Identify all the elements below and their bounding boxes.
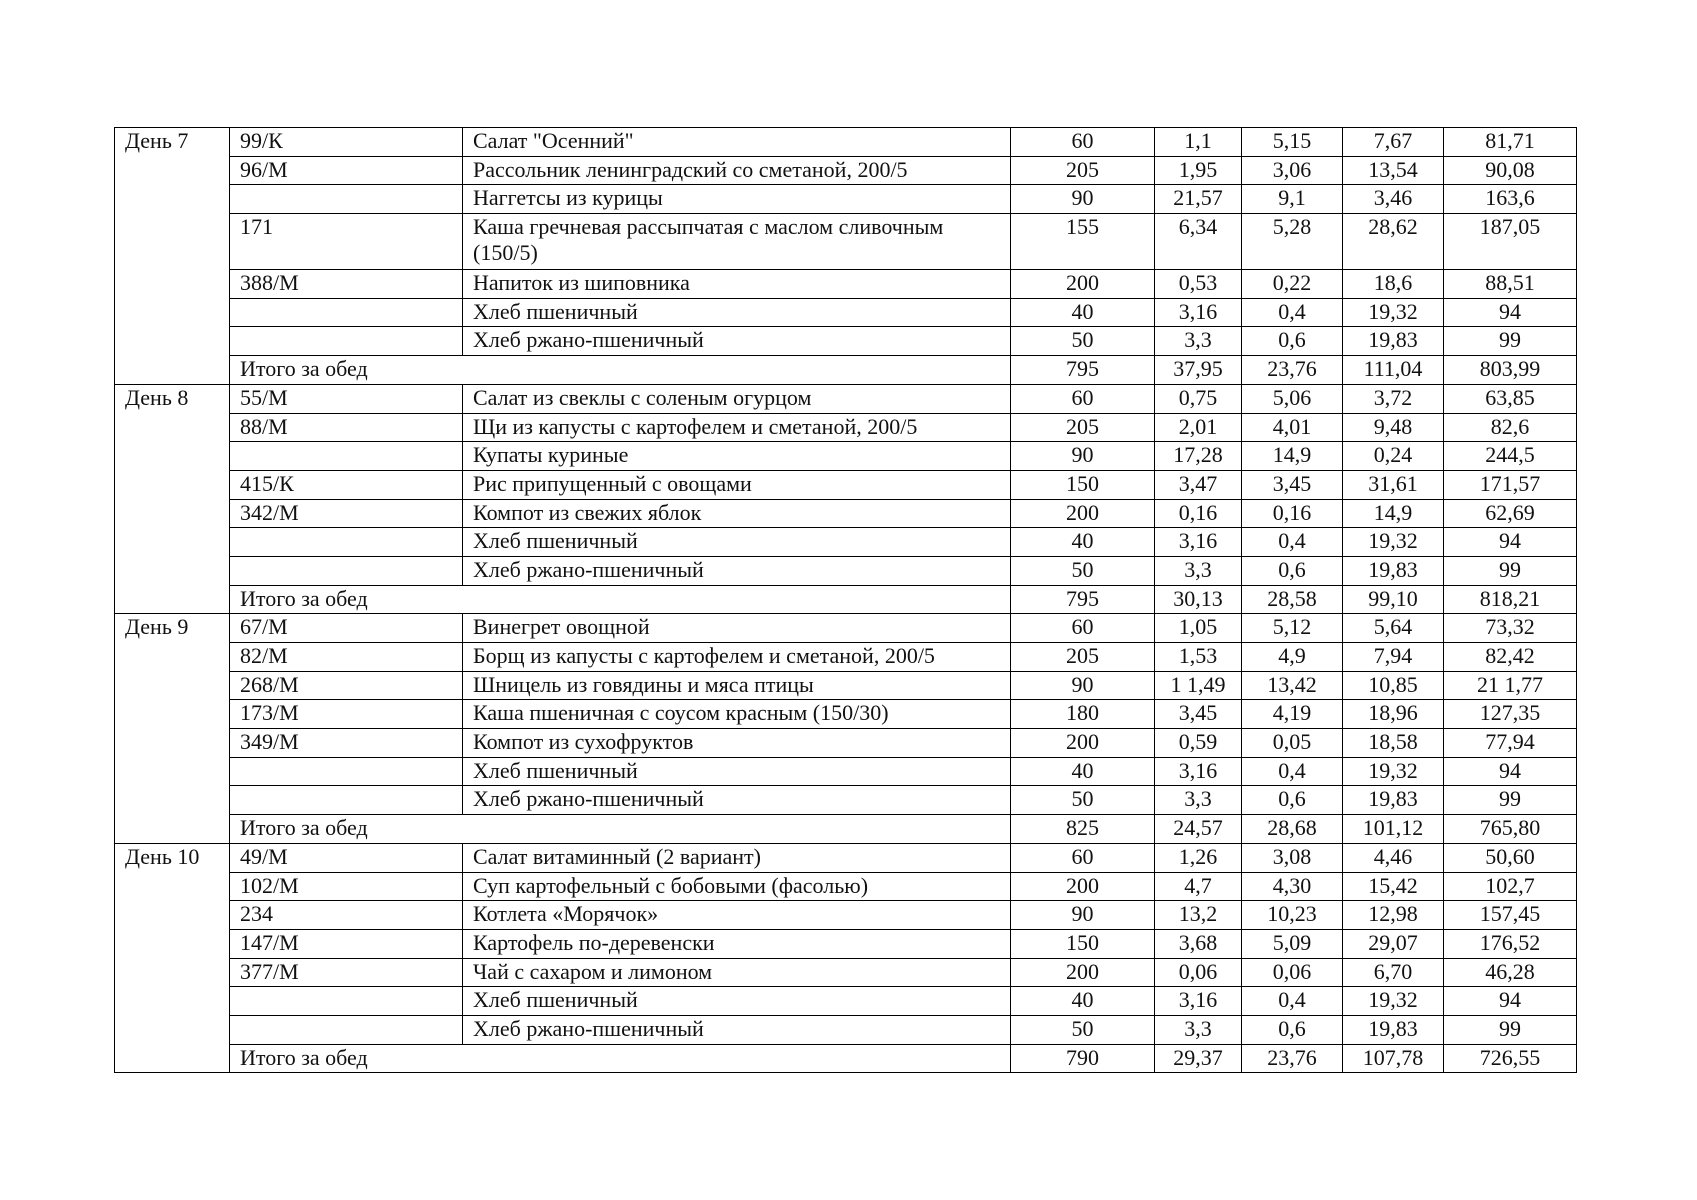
fat-cell: 4,9 — [1242, 643, 1343, 672]
fat-cell: 5,09 — [1242, 929, 1343, 958]
dish-name-cell: Салат из свеклы с соленым огурцом — [463, 384, 1011, 413]
energy-cell: 99 — [1444, 1015, 1577, 1044]
fat-cell: 0,16 — [1242, 499, 1343, 528]
dish-name-cell: Хлеб ржано-пшеничный — [463, 327, 1011, 356]
day-label: День 8 — [115, 384, 230, 614]
protein-cell: 1,05 — [1155, 614, 1242, 643]
weight-cell: 50 — [1011, 1015, 1155, 1044]
fat-cell: 14,9 — [1242, 442, 1343, 471]
energy-cell: 127,35 — [1444, 700, 1577, 729]
energy-cell: 88,51 — [1444, 270, 1577, 299]
energy-cell: 94 — [1444, 987, 1577, 1016]
dish-name-cell: Рис припущенный с овощами — [463, 470, 1011, 499]
fat-cell: 0,06 — [1242, 958, 1343, 987]
energy-cell: 176,52 — [1444, 929, 1577, 958]
fat-cell: 5,12 — [1242, 614, 1343, 643]
weight-cell: 205 — [1011, 156, 1155, 185]
dish-name-cell: Чай с сахаром и лимоном — [463, 958, 1011, 987]
fat-cell: 0,4 — [1242, 528, 1343, 557]
fat-cell: 10,23 — [1242, 901, 1343, 930]
energy-cell: 99 — [1444, 556, 1577, 585]
protein-cell: 4,7 — [1155, 872, 1242, 901]
weight-cell: 50 — [1011, 327, 1155, 356]
table-row — [115, 270, 1577, 299]
energy-cell: 94 — [1444, 298, 1577, 327]
total-fat-cell: 23,76 — [1242, 356, 1343, 385]
dish-name-cell: Салат "Осенний" — [463, 128, 1011, 157]
energy-cell: 46,28 — [1444, 958, 1577, 987]
protein-cell: 3,47 — [1155, 470, 1242, 499]
protein-cell: 0,53 — [1155, 270, 1242, 299]
energy-cell: 187,05 — [1444, 214, 1577, 270]
fat-cell: 4,19 — [1242, 700, 1343, 729]
protein-cell: 6,34 — [1155, 214, 1242, 270]
table-row — [115, 757, 1577, 786]
dish-name-cell: Компот из свежих яблок — [463, 499, 1011, 528]
document-page — [114, 127, 1576, 1073]
carbs-cell: 3,72 — [1343, 384, 1444, 413]
fat-cell: 0,6 — [1242, 786, 1343, 815]
carbs-cell: 28,62 — [1343, 214, 1444, 270]
carbs-cell: 7,94 — [1343, 643, 1444, 672]
recipe-number-cell — [230, 298, 463, 327]
total-row — [115, 356, 1577, 385]
energy-cell: 73,32 — [1444, 614, 1577, 643]
fat-cell: 0,6 — [1242, 1015, 1343, 1044]
energy-cell: 90,08 — [1444, 156, 1577, 185]
carbs-cell: 18,96 — [1343, 700, 1444, 729]
total-energy-cell: 726,55 — [1444, 1044, 1577, 1073]
recipe-number-cell: 234 — [230, 901, 463, 930]
carbs-cell: 19,83 — [1343, 786, 1444, 815]
protein-cell: 3,3 — [1155, 556, 1242, 585]
dish-name-cell: Салат витаминный (2 вариант) — [463, 843, 1011, 872]
total-protein-cell: 29,37 — [1155, 1044, 1242, 1073]
protein-cell: 3,68 — [1155, 929, 1242, 958]
carbs-cell: 19,83 — [1343, 556, 1444, 585]
weight-cell: 60 — [1011, 384, 1155, 413]
recipe-number-cell: 96/М — [230, 156, 463, 185]
dish-name-cell: Рассольник ленинградский со сметаной, 200/5 — [463, 156, 1011, 185]
carbs-cell: 19,32 — [1343, 298, 1444, 327]
weight-cell: 200 — [1011, 872, 1155, 901]
total-protein-cell: 37,95 — [1155, 356, 1242, 385]
carbs-cell: 10,85 — [1343, 671, 1444, 700]
recipe-number-cell: 102/М — [230, 872, 463, 901]
energy-cell: 171,57 — [1444, 470, 1577, 499]
recipe-number-cell: 342/М — [230, 499, 463, 528]
weight-cell: 200 — [1011, 270, 1155, 299]
weight-cell: 60 — [1011, 843, 1155, 872]
dish-name-cell: Хлеб ржано-пшеничный — [463, 556, 1011, 585]
day-label: День 7 — [115, 128, 230, 385]
recipe-number-cell: 55/М — [230, 384, 463, 413]
protein-cell: 3,3 — [1155, 327, 1242, 356]
fat-cell: 5,06 — [1242, 384, 1343, 413]
dish-name-cell: Винегрет овощной — [463, 614, 1011, 643]
weight-cell: 40 — [1011, 528, 1155, 557]
dish-name-cell: Суп картофельный с бобовыми (фасолью) — [463, 872, 1011, 901]
recipe-number-cell: 377/М — [230, 958, 463, 987]
weight-cell: 40 — [1011, 987, 1155, 1016]
carbs-cell: 12,98 — [1343, 901, 1444, 930]
protein-cell: 1,53 — [1155, 643, 1242, 672]
carbs-cell: 19,83 — [1343, 327, 1444, 356]
recipe-number-cell: 349/М — [230, 729, 463, 758]
energy-cell: 99 — [1444, 786, 1577, 815]
fat-cell: 5,15 — [1242, 128, 1343, 157]
dish-name-cell: Компот из сухофруктов — [463, 729, 1011, 758]
fat-cell: 4,01 — [1242, 413, 1343, 442]
carbs-cell: 31,61 — [1343, 470, 1444, 499]
total-fat-cell: 28,68 — [1242, 815, 1343, 844]
protein-cell: 1,26 — [1155, 843, 1242, 872]
table-row — [115, 1015, 1577, 1044]
fat-cell: 0,05 — [1242, 729, 1343, 758]
carbs-cell: 19,83 — [1343, 1015, 1444, 1044]
table-row — [115, 700, 1577, 729]
recipe-number-cell — [230, 786, 463, 815]
table-row — [115, 528, 1577, 557]
table-row — [115, 786, 1577, 815]
table-row — [115, 128, 1577, 157]
recipe-number-cell: 268/М — [230, 671, 463, 700]
weight-cell: 60 — [1011, 128, 1155, 157]
table-row — [115, 327, 1577, 356]
dish-name-cell: Борщ из капусты с картофелем и сметаной, 200/5 — [463, 643, 1011, 672]
weight-cell: 90 — [1011, 185, 1155, 214]
recipe-number-cell: 173/М — [230, 700, 463, 729]
protein-cell: 0,75 — [1155, 384, 1242, 413]
protein-cell: 3,16 — [1155, 298, 1242, 327]
dish-name-cell: Котлета «Морячок» — [463, 901, 1011, 930]
recipe-number-cell — [230, 442, 463, 471]
energy-cell: 50,60 — [1444, 843, 1577, 872]
fat-cell: 0,6 — [1242, 327, 1343, 356]
fat-cell: 4,30 — [1242, 872, 1343, 901]
table-row — [115, 185, 1577, 214]
dish-name-cell: Хлеб ржано-пшеничный — [463, 786, 1011, 815]
protein-cell: 0,06 — [1155, 958, 1242, 987]
weight-cell: 90 — [1011, 442, 1155, 471]
energy-cell: 62,69 — [1444, 499, 1577, 528]
recipe-number-cell: 415/К — [230, 470, 463, 499]
fat-cell: 9,1 — [1242, 185, 1343, 214]
table-row — [115, 556, 1577, 585]
dish-name-cell: Хлеб пшеничный — [463, 987, 1011, 1016]
dish-name-cell: Щи из капусты с картофелем и сметаной, 200/5 — [463, 413, 1011, 442]
recipe-number-cell: 49/М — [230, 843, 463, 872]
table-row — [115, 156, 1577, 185]
total-row — [115, 1044, 1577, 1073]
total-row — [115, 585, 1577, 614]
weight-cell: 205 — [1011, 643, 1155, 672]
total-carbs-cell: 101,12 — [1343, 815, 1444, 844]
dish-name-cell: Купаты куриные — [463, 442, 1011, 471]
energy-cell: 163,6 — [1444, 185, 1577, 214]
day-label: День 9 — [115, 614, 230, 844]
table-row — [115, 929, 1577, 958]
menu-table — [114, 127, 1577, 1073]
dish-name-cell: Каша пшеничная с соусом красным (150/30) — [463, 700, 1011, 729]
dish-name-cell: Хлеб ржано-пшеничный — [463, 1015, 1011, 1044]
carbs-cell: 19,32 — [1343, 987, 1444, 1016]
protein-cell: 3,16 — [1155, 757, 1242, 786]
protein-cell: 13,2 — [1155, 901, 1242, 930]
weight-cell: 40 — [1011, 757, 1155, 786]
energy-cell: 77,94 — [1444, 729, 1577, 758]
dish-name-cell: Наггетсы из курицы — [463, 185, 1011, 214]
carbs-cell: 19,32 — [1343, 528, 1444, 557]
fat-cell: 5,28 — [1242, 214, 1343, 270]
weight-cell: 150 — [1011, 470, 1155, 499]
total-carbs-cell: 99,10 — [1343, 585, 1444, 614]
dish-name-cell: Хлеб пшеничный — [463, 298, 1011, 327]
total-weight-cell: 795 — [1011, 585, 1155, 614]
energy-cell: 94 — [1444, 528, 1577, 557]
table-row — [115, 298, 1577, 327]
protein-cell: 3,3 — [1155, 786, 1242, 815]
protein-cell: 3,3 — [1155, 1015, 1242, 1044]
weight-cell: 50 — [1011, 556, 1155, 585]
fat-cell: 0,6 — [1242, 556, 1343, 585]
menu-table-body — [115, 128, 1577, 1073]
table-row — [115, 729, 1577, 758]
recipe-number-cell: 67/М — [230, 614, 463, 643]
weight-cell: 200 — [1011, 958, 1155, 987]
recipe-number-cell — [230, 987, 463, 1016]
table-row — [115, 614, 1577, 643]
total-protein-cell: 24,57 — [1155, 815, 1242, 844]
total-protein-cell: 30,13 — [1155, 585, 1242, 614]
recipe-number-cell: 171 — [230, 214, 463, 270]
energy-cell: 82,6 — [1444, 413, 1577, 442]
recipe-number-cell: 388/М — [230, 270, 463, 299]
total-fat-cell: 23,76 — [1242, 1044, 1343, 1073]
protein-cell: 1,1 — [1155, 128, 1242, 157]
protein-cell: 1,95 — [1155, 156, 1242, 185]
fat-cell: 13,42 — [1242, 671, 1343, 700]
recipe-number-cell: 82/М — [230, 643, 463, 672]
table-row — [115, 671, 1577, 700]
carbs-cell: 29,07 — [1343, 929, 1444, 958]
total-label: Итого за обед — [230, 815, 1011, 844]
fat-cell: 0,4 — [1242, 987, 1343, 1016]
fat-cell: 3,08 — [1242, 843, 1343, 872]
table-row — [115, 214, 1577, 270]
table-row — [115, 499, 1577, 528]
dish-name-cell: Картофель по-деревенски — [463, 929, 1011, 958]
table-row — [115, 413, 1577, 442]
total-weight-cell: 825 — [1011, 815, 1155, 844]
table-row — [115, 442, 1577, 471]
weight-cell: 90 — [1011, 901, 1155, 930]
total-label: Итого за обед — [230, 356, 1011, 385]
table-row — [115, 384, 1577, 413]
carbs-cell: 5,64 — [1343, 614, 1444, 643]
weight-cell: 60 — [1011, 614, 1155, 643]
weight-cell: 40 — [1011, 298, 1155, 327]
table-row — [115, 987, 1577, 1016]
fat-cell: 0,22 — [1242, 270, 1343, 299]
carbs-cell: 15,42 — [1343, 872, 1444, 901]
table-row — [115, 470, 1577, 499]
energy-cell: 81,71 — [1444, 128, 1577, 157]
weight-cell: 150 — [1011, 929, 1155, 958]
carbs-cell: 7,67 — [1343, 128, 1444, 157]
carbs-cell: 19,32 — [1343, 757, 1444, 786]
recipe-number-cell — [230, 528, 463, 557]
total-weight-cell: 795 — [1011, 356, 1155, 385]
carbs-cell: 18,58 — [1343, 729, 1444, 758]
weight-cell: 180 — [1011, 700, 1155, 729]
weight-cell: 90 — [1011, 671, 1155, 700]
table-row — [115, 872, 1577, 901]
table-row — [115, 958, 1577, 987]
recipe-number-cell — [230, 185, 463, 214]
total-fat-cell: 28,58 — [1242, 585, 1343, 614]
protein-cell: 17,28 — [1155, 442, 1242, 471]
energy-cell: 63,85 — [1444, 384, 1577, 413]
energy-cell: 99 — [1444, 327, 1577, 356]
total-row — [115, 815, 1577, 844]
fat-cell: 0,4 — [1242, 757, 1343, 786]
total-label: Итого за обед — [230, 585, 1011, 614]
energy-cell: 244,5 — [1444, 442, 1577, 471]
weight-cell: 155 — [1011, 214, 1155, 270]
protein-cell: 0,59 — [1155, 729, 1242, 758]
day-label: День 10 — [115, 843, 230, 1073]
table-row — [115, 643, 1577, 672]
total-label: Итого за обед — [230, 1044, 1011, 1073]
carbs-cell: 4,46 — [1343, 843, 1444, 872]
recipe-number-cell — [230, 327, 463, 356]
recipe-number-cell — [230, 556, 463, 585]
recipe-number-cell: 99/К — [230, 128, 463, 157]
table-row — [115, 901, 1577, 930]
protein-cell: 3,16 — [1155, 987, 1242, 1016]
energy-cell: 21 1,77 — [1444, 671, 1577, 700]
table-row — [115, 843, 1577, 872]
weight-cell: 205 — [1011, 413, 1155, 442]
fat-cell: 0,4 — [1242, 298, 1343, 327]
total-energy-cell: 803,99 — [1444, 356, 1577, 385]
total-carbs-cell: 107,78 — [1343, 1044, 1444, 1073]
protein-cell: 21,57 — [1155, 185, 1242, 214]
energy-cell: 102,7 — [1444, 872, 1577, 901]
total-carbs-cell: 111,04 — [1343, 356, 1444, 385]
energy-cell: 82,42 — [1444, 643, 1577, 672]
energy-cell: 157,45 — [1444, 901, 1577, 930]
dish-name-cell: Каша гречневая рассыпчатая с маслом сливочным (150/5) — [463, 214, 1011, 270]
dish-name-cell: Напиток из шиповника — [463, 270, 1011, 299]
dish-name-cell: Шницель из говядины и мяса птицы — [463, 671, 1011, 700]
dish-name-cell: Хлеб пшеничный — [463, 757, 1011, 786]
protein-cell: 3,16 — [1155, 528, 1242, 557]
energy-cell: 94 — [1444, 757, 1577, 786]
recipe-number-cell — [230, 1015, 463, 1044]
recipe-number-cell — [230, 757, 463, 786]
carbs-cell: 3,46 — [1343, 185, 1444, 214]
protein-cell: 2,01 — [1155, 413, 1242, 442]
protein-cell: 1 1,49 — [1155, 671, 1242, 700]
carbs-cell: 6,70 — [1343, 958, 1444, 987]
carbs-cell: 13,54 — [1343, 156, 1444, 185]
carbs-cell: 14,9 — [1343, 499, 1444, 528]
dish-name-cell: Хлеб пшеничный — [463, 528, 1011, 557]
weight-cell: 200 — [1011, 729, 1155, 758]
total-energy-cell: 818,21 — [1444, 585, 1577, 614]
recipe-number-cell: 147/М — [230, 929, 463, 958]
recipe-number-cell: 88/М — [230, 413, 463, 442]
total-energy-cell: 765,80 — [1444, 815, 1577, 844]
total-weight-cell: 790 — [1011, 1044, 1155, 1073]
carbs-cell: 18,6 — [1343, 270, 1444, 299]
carbs-cell: 9,48 — [1343, 413, 1444, 442]
weight-cell: 50 — [1011, 786, 1155, 815]
fat-cell: 3,06 — [1242, 156, 1343, 185]
fat-cell: 3,45 — [1242, 470, 1343, 499]
weight-cell: 200 — [1011, 499, 1155, 528]
protein-cell: 3,45 — [1155, 700, 1242, 729]
protein-cell: 0,16 — [1155, 499, 1242, 528]
carbs-cell: 0,24 — [1343, 442, 1444, 471]
